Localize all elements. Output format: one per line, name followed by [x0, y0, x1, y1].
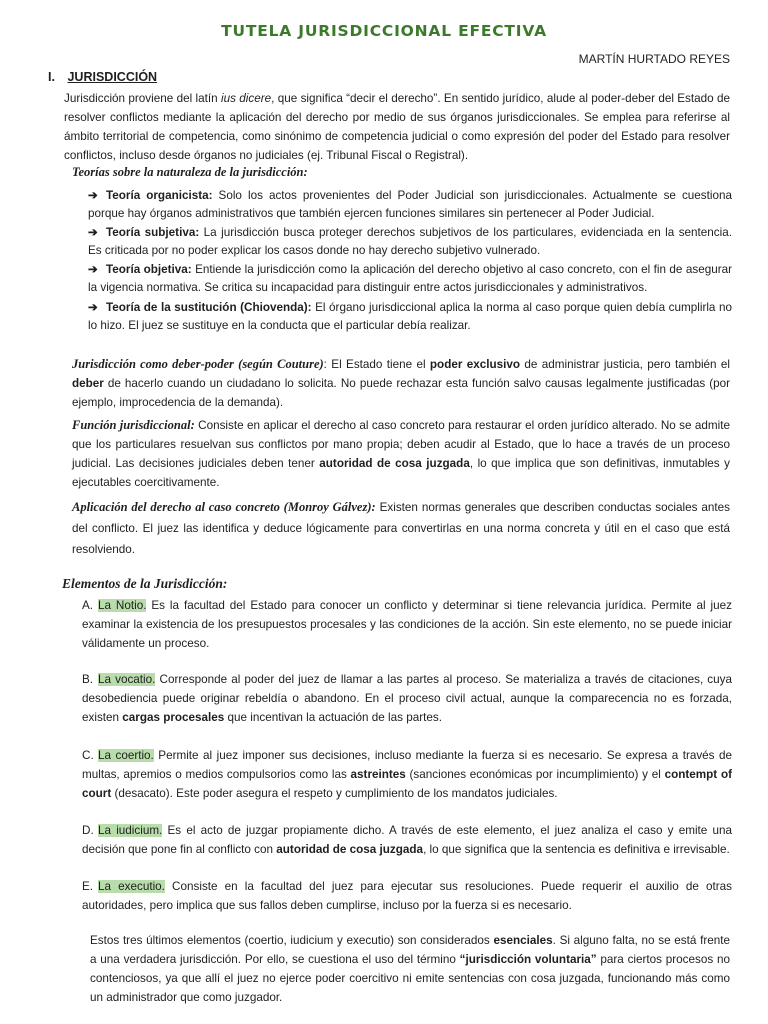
aplicacion-heading: Aplicación del derecho al caso concreto (Monroy Gálvez): — [72, 500, 376, 514]
element-text: que incentivan la actuación de las partes. — [224, 711, 442, 724]
theory-item — [88, 299, 732, 335]
element-name: La vocatio. — [98, 673, 156, 686]
element-item — [82, 670, 732, 727]
element-text: Corresponde al poder del juez de llamar a las partes al proceso. Se materializa a través de citaciones, cuya desobediencia puede originar rebeldía o abandono. En el proceso civil actual, aunque la comparecencia no es forzada, existen — [82, 673, 732, 724]
element-name: La executio. — [98, 880, 165, 893]
document-title: TUTELA JURISDICCIONAL EFECTIVA — [221, 22, 547, 40]
funcion-paragraph — [72, 416, 730, 492]
element-name: La Notio. — [98, 599, 147, 612]
element-name: La coertio. — [98, 749, 154, 762]
element-text: , lo que significa que la sentencia es definitiva e irrevisable. — [423, 843, 730, 856]
theory-term: Teoría organicista: — [106, 189, 213, 202]
right-arrow-icon: ➔ — [88, 189, 98, 202]
paragraph-text: Estos tres últimos elementos (coertio, iudicium y executio) son considerados — [90, 934, 494, 947]
bold-term: cargas procesales — [122, 711, 225, 724]
theories-title: Teorías sobre la naturaleza de la jurisdicción: — [72, 165, 308, 179]
section-heading — [48, 70, 157, 84]
element-letter: E. — [82, 880, 94, 893]
element-text: Consiste en la facultad del juez para ejecutar sus resoluciones. Puede requerir el auxilio de otras autoridades, pero implica que sus fallos deben cumplirse, incluso por la fuerza si es necesario. — [82, 880, 732, 912]
aplicacion-paragraph — [72, 497, 730, 560]
bold-term: poder exclusivo — [429, 358, 521, 371]
funcion-heading: Función jurisdiccional: — [72, 418, 195, 432]
paragraph-text: : El Estado tiene el — [323, 358, 430, 371]
elements-title: Elementos de la Jurisdicción: — [62, 576, 228, 591]
theory-term: Teoría subjetiva: — [106, 226, 200, 239]
deber-poder-paragraph — [72, 355, 730, 412]
paragraph-text: Consiste en aplicar el derecho al caso concreto para restaurar el orden jurídico alterado. No se admite que los particulares resuelvan sus conflictos por mano propia; deben acudir al Estado, que lo hace a través de un proceso judicial. Las decisiones judiciales deben tener — [72, 419, 730, 470]
element-text: (desacato). Este poder asegura el respeto y cumplimiento de los mandatos judiciales. — [111, 787, 558, 800]
element-item — [82, 877, 732, 915]
intro-text-cont: , que significa “decir el derecho”. En sentido jurídico, alude al poder-deber del Estado de resolver conflictos mediante la aplicación del derecho por medio de sus órganos jurisdiccionales. Se emplea para referirse al ámbito territorial de competencia, como sinónimo de competencia judicial o como expresión del poder del Estado para resolver conflictos, incluso desde órganos no judiciales (ej. Tribunal Fiscal o Registral). — [64, 92, 731, 162]
theory-term: Teoría de la sustitución (Chiovenda): — [106, 301, 312, 314]
theory-text: Solo los actos provenientes del Poder Judicial son jurisdiccionales. Actualmente se cuestiona porque hay órganos administrativos que también ejercen funciones similares sin pertenecer al Poder Judicial. — [88, 189, 732, 220]
element-name: La iudicium. — [98, 824, 163, 837]
element-item — [82, 746, 732, 803]
element-letter: D. — [82, 824, 94, 837]
author-name: MARTÍN HURTADO REYES — [578, 52, 730, 66]
intro-text: Jurisdicción proviene del latín — [64, 92, 221, 105]
paragraph-text: para ciertos procesos no contenciosos, ya que allí el juez no ejerce poder coercitivo ni emite sentencias con cosa juzgada, funcionando más como un administrador que como juzgador. — [90, 953, 731, 1004]
element-text: Es la facultad del Estado para conocer un conflicto y determinar si tiene relevancia jurídica. Permite al juez examinar la existencia de los presupuestos procesales y las condiciones de la acción. Sin este elemento, no se puede iniciar válidamente un proceso. — [82, 599, 732, 650]
element-text: (sanciones económicas por incumplimiento) y el — [405, 768, 665, 781]
section-number: I. — [48, 70, 55, 84]
right-arrow-icon: ➔ — [88, 301, 98, 314]
element-item — [82, 596, 732, 653]
element-letter: C. — [82, 749, 94, 762]
paragraph-text: de hacerlo cuando un ciudadano lo solicita. No puede rechazar esta función salvo causas legalmente justificadas (por ejemplo, improcedencia de la demanda). — [72, 377, 730, 409]
element-letter: A. — [82, 599, 94, 612]
paragraph-text: , lo que implica que son definitivas, inmutables y ejecutables coercitivamente. — [72, 457, 730, 489]
intro-latin-term: ius dicere — [221, 92, 272, 105]
paragraph-text: de administrar justicia, pero también el — [520, 358, 731, 371]
theory-item — [88, 224, 732, 260]
bold-term: autoridad de cosa juzgada — [319, 457, 470, 470]
deber-poder-heading: Jurisdicción como deber-poder (según Couture) — [72, 357, 324, 371]
bold-term: “jurisdicción voluntaria” — [459, 953, 597, 966]
right-arrow-icon: ➔ — [88, 226, 98, 239]
intro-paragraph — [64, 89, 730, 165]
theory-item — [88, 187, 732, 223]
bold-term: autoridad de cosa juzgada — [276, 843, 424, 856]
theory-text: Entiende la jurisdicción como la aplicación del derecho objetivo al caso concreto, con el fin de asegurar la vigencia normativa. Se critica su incapacidad para distinguir entre actos jurisdiccionales y administrativos. — [88, 263, 732, 294]
theory-item — [88, 261, 732, 297]
theory-text: La jurisdicción busca proteger derechos subjetivos de los particulares, evidenciada en la sentencia. Es criticada por no poder explicar los casos donde no hay derecho subjetivo vulnerado. — [88, 226, 732, 257]
paragraph-text: . Si alguno falta, no se está frente a una verdadera jurisdicción. Por ello, se cuestiona el uso del término — [90, 934, 730, 966]
element-text: Es el acto de juzgar propiamente dicho. A través de este elemento, el juez analiza el caso y emite una decisión que pone fin al conflicto con — [82, 824, 732, 856]
paragraph-text: Existen normas generales que describen conductas sociales antes del conflicto. El juez las identifica y deduce lógicamente para convertirlas en una norma concreta y útil en el caso que está resolviendo. — [72, 501, 730, 556]
element-text: Permite al juez imponer sus decisiones, incluso mediante la fuerza si es necesario. Se expresa a través de multas, apremios o medios compulsorios como las — [82, 749, 732, 781]
bold-term: contempt of court — [82, 768, 732, 800]
bold-term: esenciales — [493, 934, 553, 947]
closing-paragraph — [90, 931, 730, 1007]
right-arrow-icon: ➔ — [88, 263, 98, 276]
theory-text: El órgano jurisdiccional aplica la norma al caso porque quien debía cumplirla no lo hizo. El juez se sustituye en la conducta que el particular debía realizar. — [88, 301, 732, 332]
bold-term: deber — [72, 377, 104, 390]
theory-term: Teoría objetiva: — [106, 263, 192, 276]
bold-term: astreintes — [350, 768, 406, 781]
section-title: JURISDICCIÓN — [67, 70, 158, 84]
element-item — [82, 821, 732, 859]
element-letter: B. — [82, 673, 94, 686]
